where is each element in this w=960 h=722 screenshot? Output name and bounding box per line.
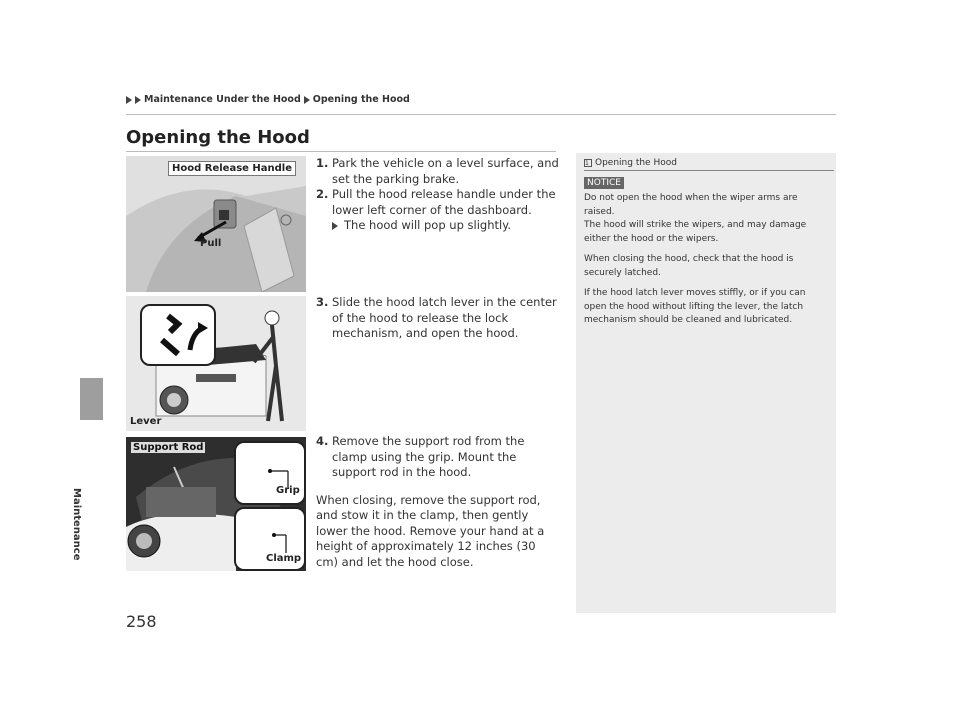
lever-icon [142,306,214,364]
breadcrumb-part-2: Opening the Hood [312,94,410,105]
result-arrow-icon [332,222,338,230]
figure-support-rod [126,437,306,571]
step-4-block [316,434,561,570]
step-result-text: The hood will pop up slightly. [344,218,512,232]
step-number: 4. [316,434,329,448]
note-title: Opening the Hood [595,158,677,168]
arrow-icon [135,96,141,104]
chapter-label: Maintenance [71,488,82,561]
grip-inset [234,441,306,505]
step-text: Park the vehicle on a level surface, and set the parking brake. [332,156,559,186]
note-paragraph [584,192,824,246]
step-number: 1. [316,156,329,170]
reference-icon: 1 [584,159,592,167]
label-lever: Lever [130,416,162,427]
page-number: 258 [126,612,157,631]
step-1 [316,156,561,187]
note-header [584,158,677,168]
page-title: Opening the Hood [126,127,310,148]
step-3 [316,295,561,342]
note-para-3: If the hood latch lever moves stiffly, or if you can open the hood without lifting the lever, the latch mechanism should be cleaned and lubricated. [584,288,806,325]
note-para-1b: The hood will strike the wipers, and may damage either the hood or the wipers. [584,220,807,244]
note-divider [584,170,834,171]
lever-inset [140,304,216,366]
chapter-tab [80,378,103,420]
step-2-result [316,218,561,234]
steps-1-2 [316,156,561,234]
step-4 [316,434,561,481]
arrow-icon [126,96,132,104]
header-divider [126,114,836,115]
title-divider [126,151,556,152]
closing-text: When closing, remove the support rod, and stow it in the clamp, then gently lower the hood. Remove your hand at a height of approximately 12 inches (30 cm) and let the hood close. [316,492,545,569]
notice-badge: NOTICE [584,177,624,189]
step-number: 2. [316,187,329,201]
note-para-1: Do not open the hood when the wiper arms are raised. [584,193,798,217]
step-text: Remove the support rod from the clamp using the grip. Mount the support rod in the hood. [332,434,525,479]
step-text: Pull the hood release handle under the lower left corner of the dashboard. [332,187,556,217]
step-text: Slide the hood latch lever in the center of the hood to release the lock mechanism, and open the hood. [332,295,557,340]
note-para-2: When closing the hood, check that the hood is securely latched. [584,254,794,278]
arrow-icon [304,96,310,104]
label-clamp: Clamp [266,553,302,564]
figure-hood-latch [126,296,306,431]
label-support-rod: Support Rod [133,442,204,453]
label-hood-release-handle: Hood Release Handle [168,161,296,176]
clamp-inset [234,507,306,571]
step-number: 3. [316,295,329,309]
hood-release-illustration [126,156,306,292]
note-body [584,192,824,335]
label-grip: Grip [276,485,300,496]
step-3-block [316,295,561,342]
breadcrumb [126,94,410,105]
figure-hood-release [126,156,306,292]
step-2 [316,187,561,218]
breadcrumb-part-1: Maintenance Under the Hood [144,94,301,105]
label-pull: Pull [200,238,222,249]
